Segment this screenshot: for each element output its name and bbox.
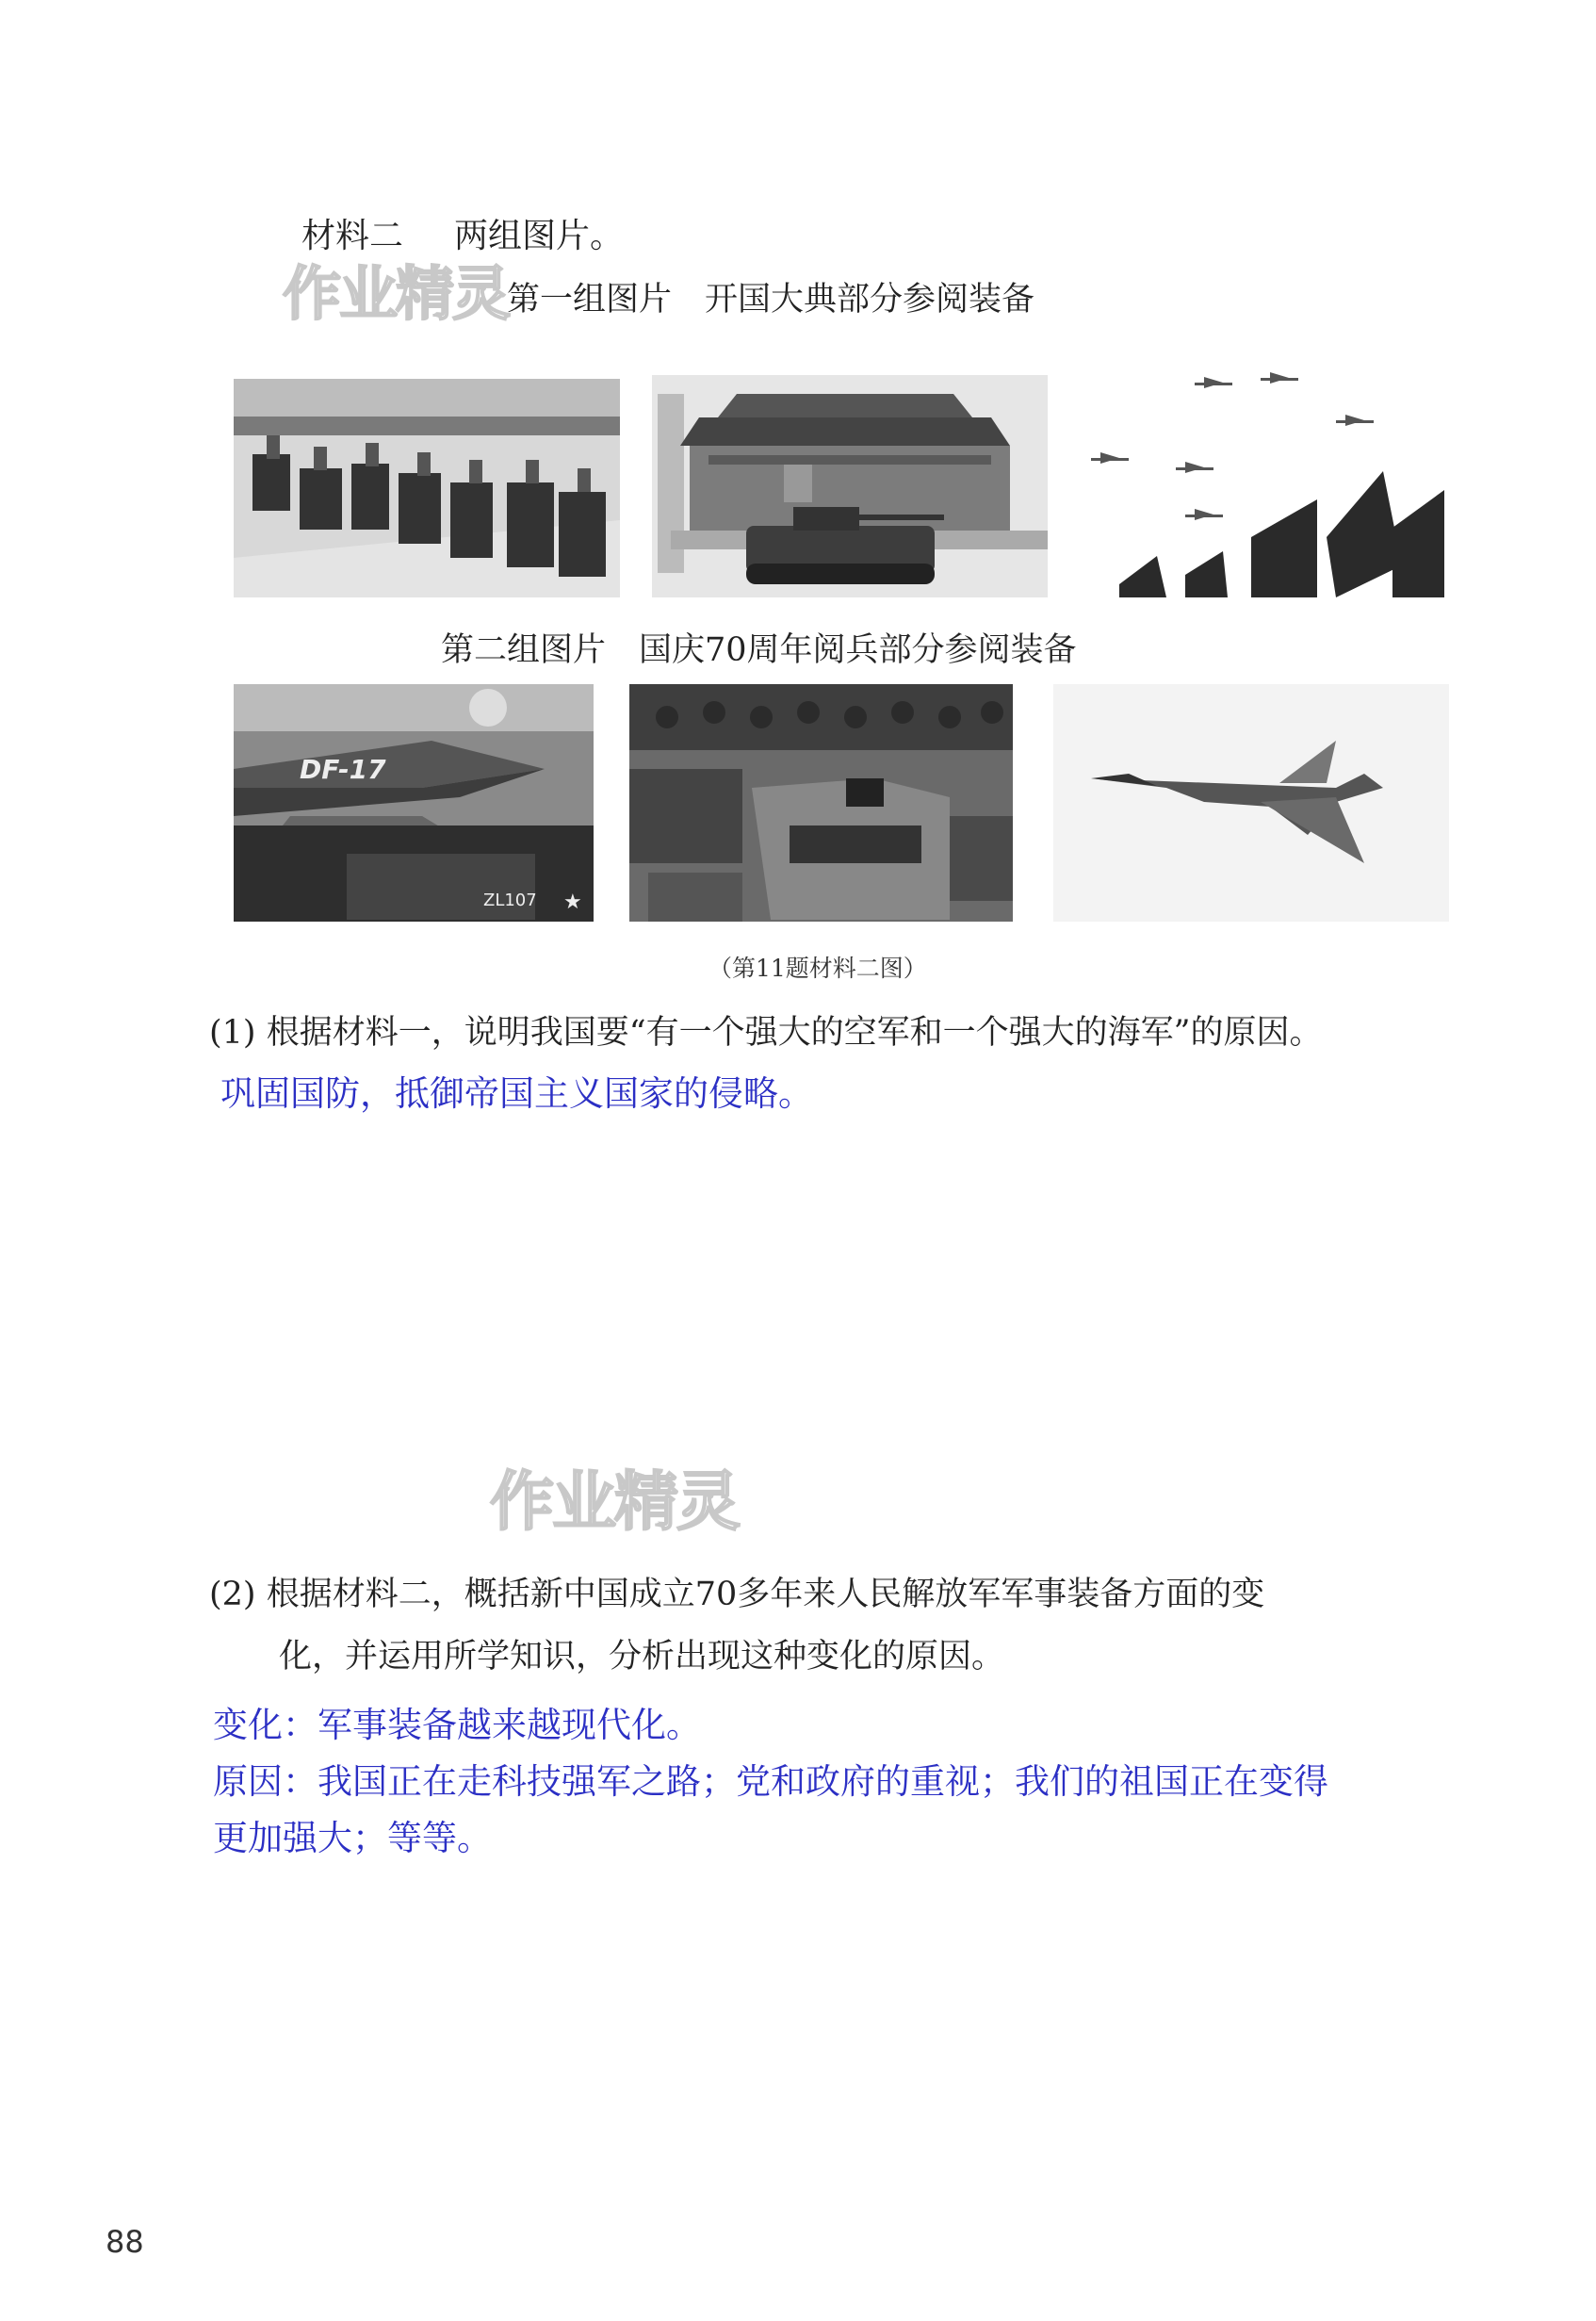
aircraft-flags-photo bbox=[1082, 349, 1444, 597]
watermark-middle: 作业精灵 bbox=[490, 1465, 740, 1540]
df17-missile-photo bbox=[234, 684, 594, 922]
question1-text: (1) 根据材料一，说明我国要“有一个强大的空军和一个强大的海军”的原因。 bbox=[209, 1014, 1323, 1052]
question2-answer-line1: 变化：军事装备越来越现代化。 bbox=[213, 1705, 701, 1745]
zl107-marking: ZL107 bbox=[483, 891, 537, 910]
question2-answer-line3: 更加强大；等等。 bbox=[213, 1818, 492, 1858]
material-label: 材料二 bbox=[301, 217, 404, 255]
cavalry-parade-photo bbox=[234, 379, 620, 597]
armored-vehicles-photo bbox=[629, 684, 1013, 922]
question2-answer-line2: 原因：我国正在走科技强军之路；党和政府的重视；我们的祖国正在变得 bbox=[213, 1761, 1328, 1802]
df17-marking: DF-17 bbox=[300, 754, 386, 785]
material-title: 两组图片。 bbox=[454, 217, 625, 255]
group1-caption: 第一组图片 开国大典部分参阅装备 bbox=[507, 281, 1035, 319]
question2-text-line1: (2) 根据材料二，概括新中国成立70多年来人民解放军军事装备方面的变 bbox=[209, 1576, 1265, 1613]
question1-answer: 巩固国防，抵御帝国主义国家的侵略。 bbox=[220, 1073, 813, 1114]
figure-caption: （第11题材料二图） bbox=[708, 955, 927, 982]
svg-text:★: ★ bbox=[563, 891, 582, 914]
stealth-fighter-photo bbox=[1053, 684, 1449, 922]
group2-caption: 第二组图片 国庆70周年阅兵部分参阅装备 bbox=[441, 631, 1077, 669]
page-number: 88 bbox=[106, 2224, 144, 2260]
watermark-top: 作业精灵 bbox=[283, 259, 510, 328]
question2-text-line2: 化，并运用所学知识，分析出现这种变化的原因。 bbox=[279, 1638, 1005, 1675]
tiananmen-tank-photo bbox=[652, 375, 1048, 597]
